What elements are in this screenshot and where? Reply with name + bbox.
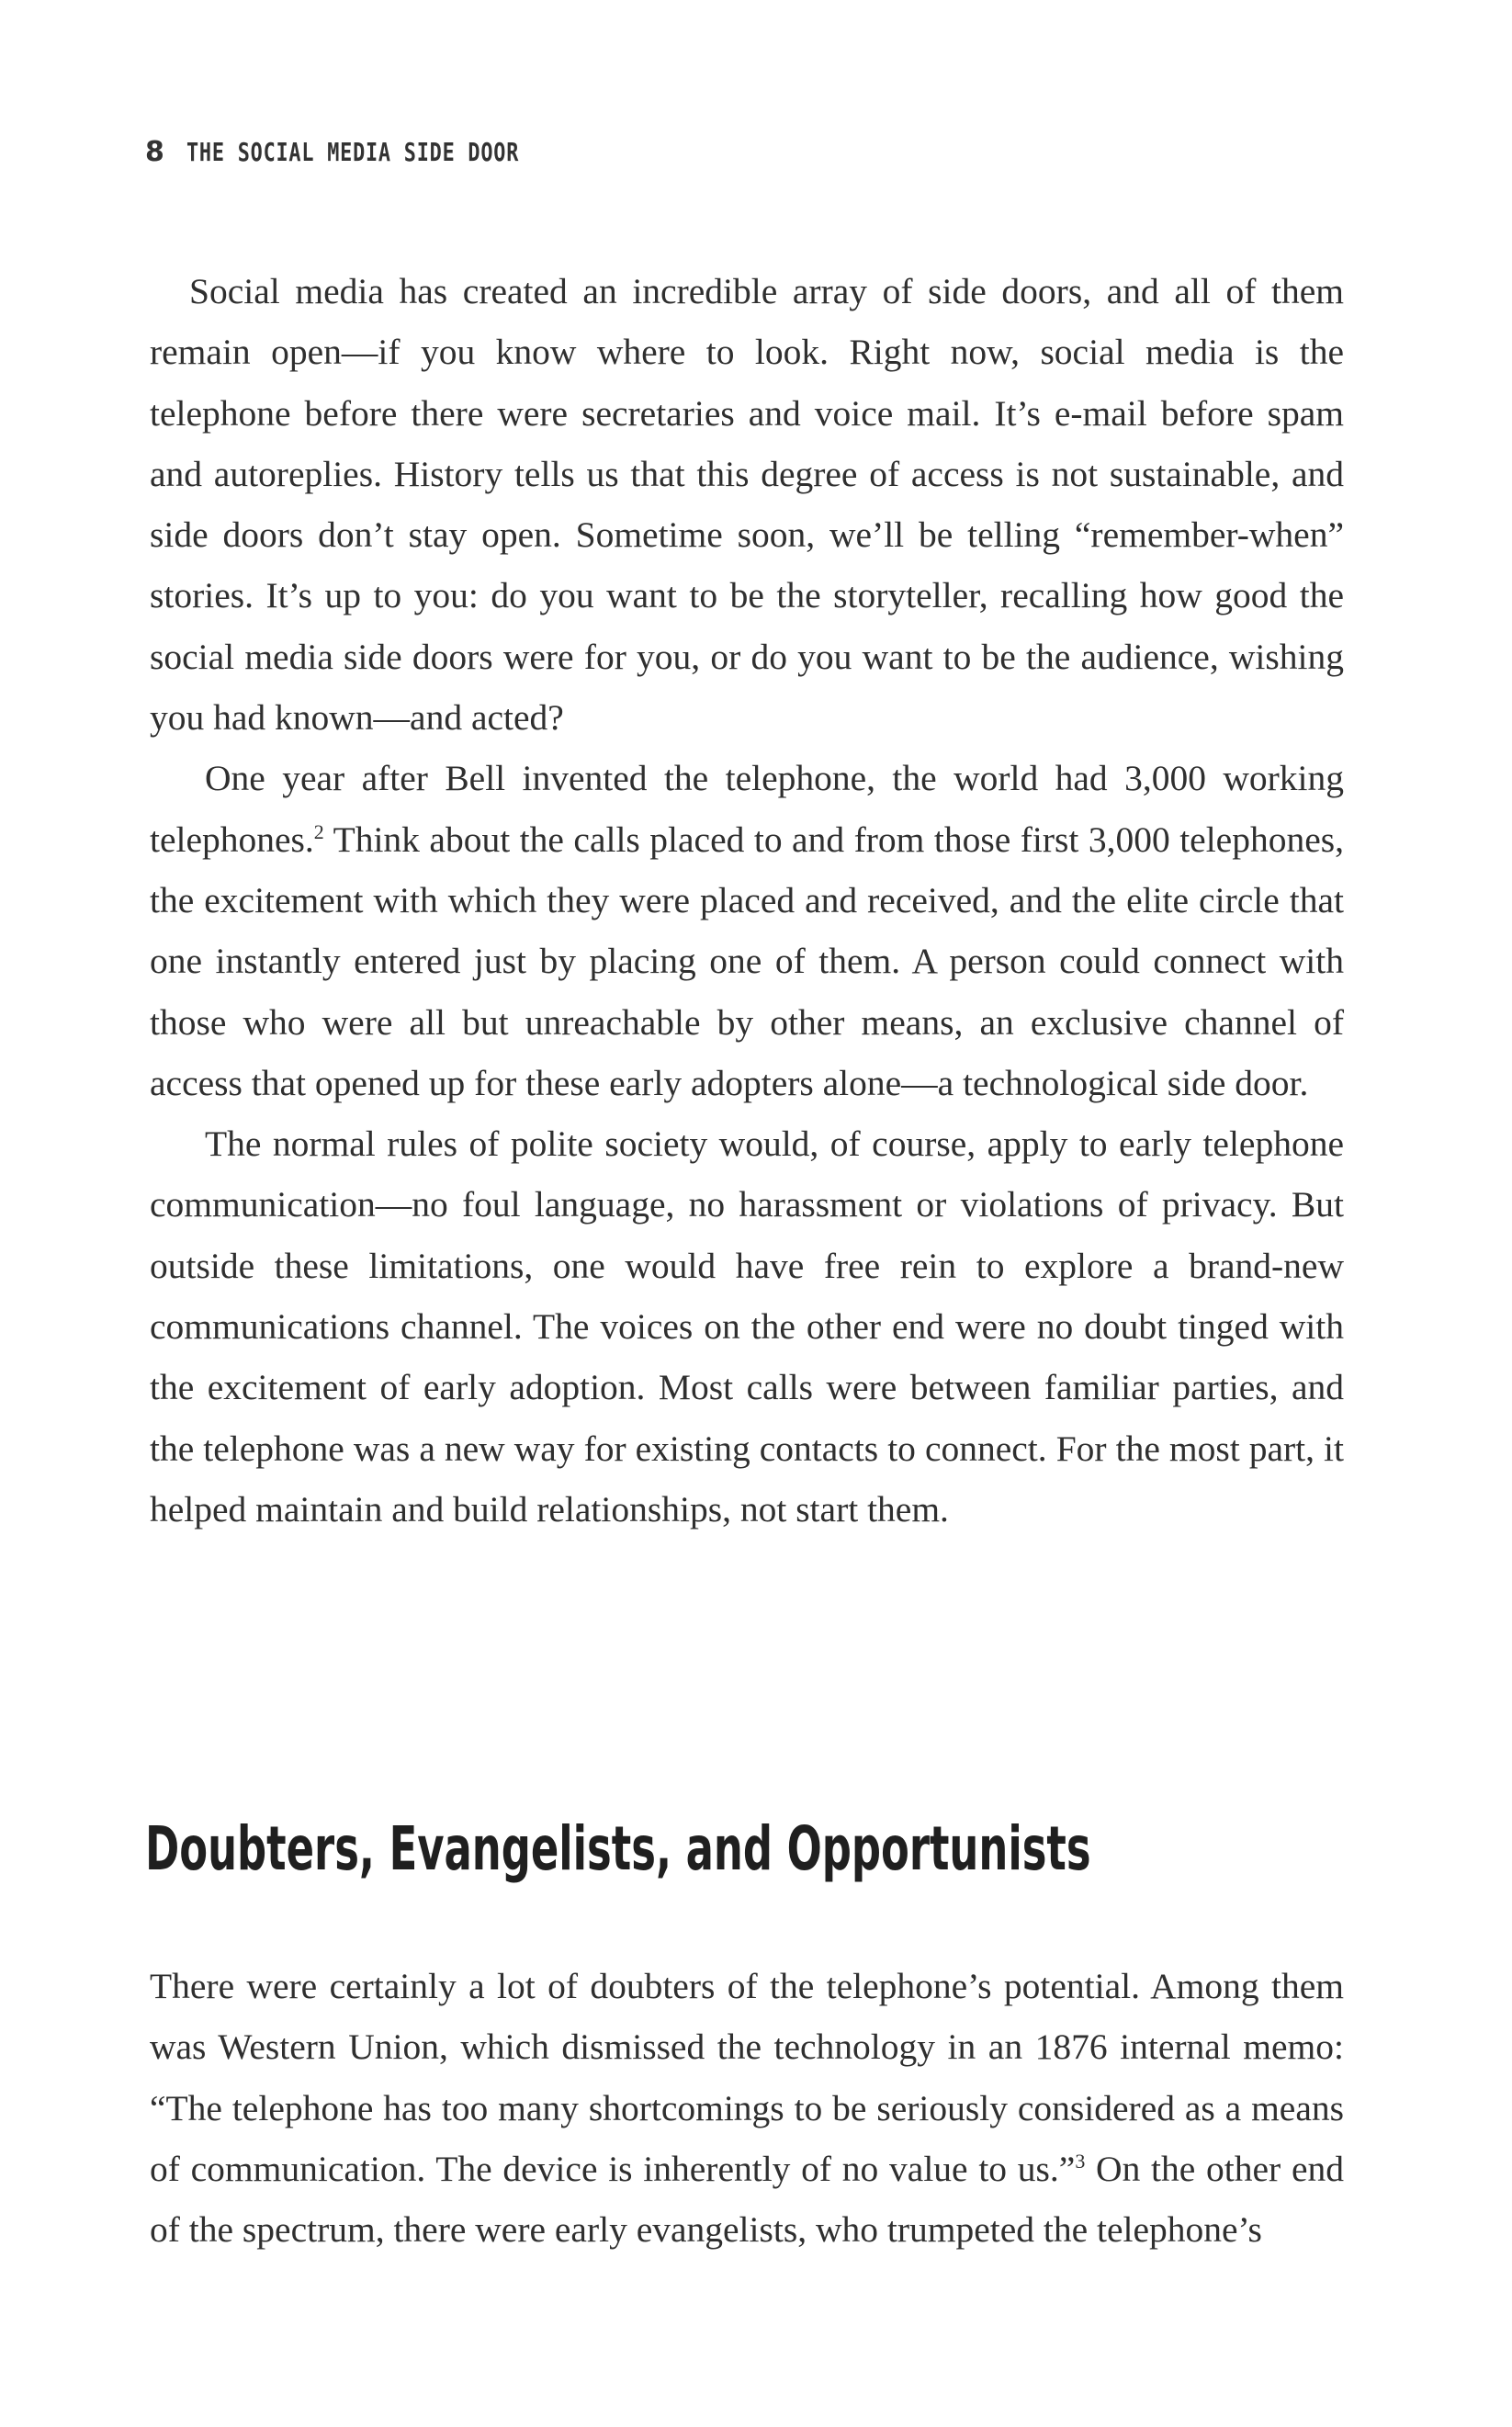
paragraph-bell-text-cont: Think about the calls placed to and from those first 3,000 telephones, the excitement with which they were placed and received, and the elite circle that one instantly entered just by placing one of them. A person could connect with those who were all but unreachable by other means, an exclusive channel of access that opened up for these early adopters alone—a technological side door.	[150, 818, 1344, 1103]
section-heading: Doubters, Evangelists, and Opportunists	[145, 1812, 1091, 1884]
paragraph-bell-telephones	[150, 748, 1344, 1113]
paragraph-doubters-text-cont: On the other end of the spectrum, there were early evangelists, who trumpeted the telephone’s	[150, 2148, 1344, 2251]
paragraph-social-media: Social media has created an incredible array of side doors, and all of them remain open—if you know where to look. Right now, social media is the telephone before there were secretaries and voice mail. It’s e-mail before spam and autoreplies. History tells us that this degree of access is not sustainable, and side doors don’t stay open. Sometime soon, we’ll be telling “remember-when” stories. It’s up to you: do you want to be the storyteller, recalling how good the social media side doors were for you, or do you want to be the audience, wishing you had known—and acted?	[150, 271, 1344, 739]
paragraph-doubters-text: There were certainly a lot of doubters of the telephone’s potential. Among them was Western Union, which dismissed the technology in an 1876 internal memo: “The telephone has too many shortcomings to be seriously considered as a means of communication. The device is inherently of no value to us.”	[150, 1966, 1344, 2189]
running-head	[145, 129, 613, 175]
running-title: THE SOCIAL MEDIA SIDE DOOR	[186, 136, 520, 167]
body-text	[150, 261, 1344, 1540]
footnote-ref-3: 3	[1075, 2149, 1086, 2173]
footnote-ref-2: 2	[313, 819, 324, 843]
paragraph-bell-text: One year after Bell invented the telephone, the world had 3,000 working telephones.	[150, 758, 1344, 860]
section-body-text	[150, 1956, 1344, 2260]
paragraph-doubters	[150, 1956, 1344, 2260]
page-number: 8	[145, 135, 164, 168]
paragraph-polite-society: The normal rules of polite society would, of course, apply to early telephone communication—no foul language, no harassment or violations of privacy. But outside these limitations, one would have free rein to explore a brand-new communications channel. The voices on the other end were no doubt tinged with the excitement of early adoption. Most calls were between familiar parties, and the telephone was a new way for existing contacts to connect. For the most part, it helped maintain and build relationships, not start them.	[150, 1123, 1344, 1530]
